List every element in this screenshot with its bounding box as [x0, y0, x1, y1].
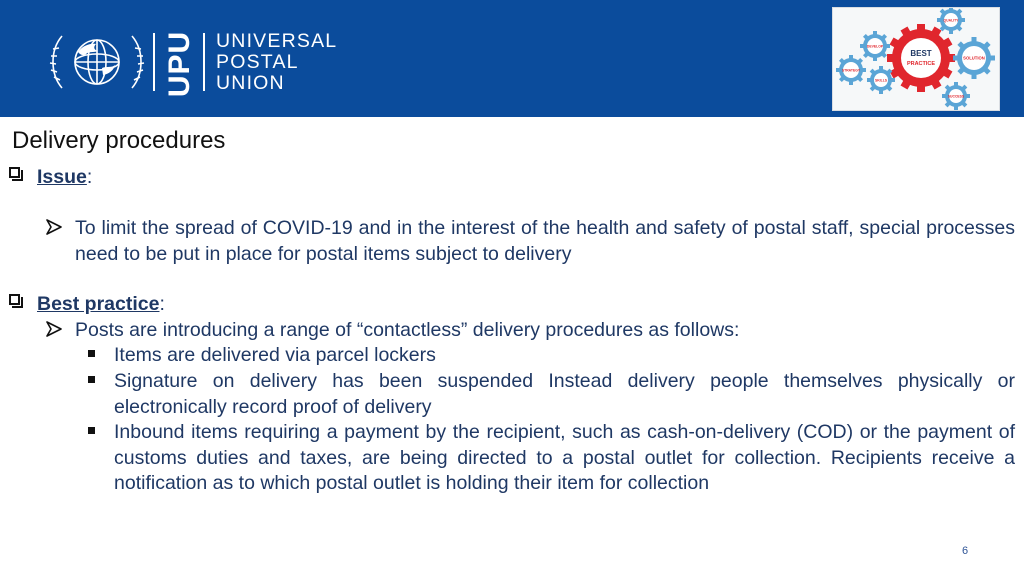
- svg-text:SKILLS: SKILLS: [874, 78, 888, 83]
- best-practice-item-3: Inbound items requiring a payment by the recipient, such as cash-on-delivery (COD) or the payment of customs duties and taxes, are being directed to a postal outlet for collection. Recipients receive a notification as to which postal outlet is holding their item for collection: [114, 421, 1015, 494]
- square-bullet-icon: [88, 427, 95, 434]
- svg-text:PRACTICE: PRACTICE: [906, 61, 936, 67]
- svg-text:DEVELOP: DEVELOP: [866, 44, 884, 49]
- issue-point-text: To limit the spread of COVID-19 and in the interest of the health and safety of postal staff, special processes need to be put in place for postal items subject to delivery: [75, 217, 1015, 265]
- org-line-2: POSTAL: [216, 51, 299, 73]
- logo-divider: [153, 33, 155, 91]
- svg-text:STRATEGY: STRATEGY: [841, 68, 861, 73]
- best-practice-intro: Posts are introducing a range of “contactless” delivery procedures as follows:: [75, 319, 740, 341]
- checkbox-bullet-icon: [9, 294, 20, 305]
- best-practice-item-2: Signature on delivery has been suspended Instead delivery people themselves physically or electronically record proof of delivery: [114, 370, 1015, 418]
- organization-name: [216, 31, 337, 94]
- svg-text:SUCCESS: SUCCESS: [947, 94, 965, 99]
- svg-text:SOLUTION: SOLUTION: [963, 55, 985, 61]
- best-practice-heading: [37, 292, 165, 318]
- svg-text:QUALITY: QUALITY: [943, 18, 959, 23]
- best-practice-gears-image: [832, 7, 1000, 111]
- header-banner: [0, 0, 1024, 117]
- org-line-1: UNIVERSAL: [216, 30, 338, 52]
- checkbox-bullet-icon: [9, 167, 20, 178]
- org-line-3: UNION: [216, 72, 285, 94]
- issue-colon: :: [86, 166, 93, 188]
- upu-acronym: UPU: [163, 30, 196, 98]
- slide-title: Delivery procedures: [12, 127, 226, 154]
- issue-label: Issue: [37, 166, 87, 188]
- best-practice-colon: :: [159, 293, 165, 315]
- svg-text:BEST: BEST: [910, 49, 932, 58]
- square-bullet-icon: [88, 350, 95, 357]
- upu-emblem-icon: [48, 30, 146, 94]
- issue-heading: [37, 165, 92, 191]
- best-practice-item-1: Items are delivered via parcel lockers: [114, 344, 436, 366]
- logo-divider-2: [203, 33, 205, 91]
- square-bullet-icon: [88, 376, 95, 383]
- page-number: 6: [962, 545, 969, 557]
- arrow-bullet-icon: [46, 219, 62, 235]
- arrow-bullet-icon: [46, 321, 62, 337]
- gears-illustration-icon: [833, 8, 999, 110]
- best-practice-label: Best practice: [37, 293, 160, 315]
